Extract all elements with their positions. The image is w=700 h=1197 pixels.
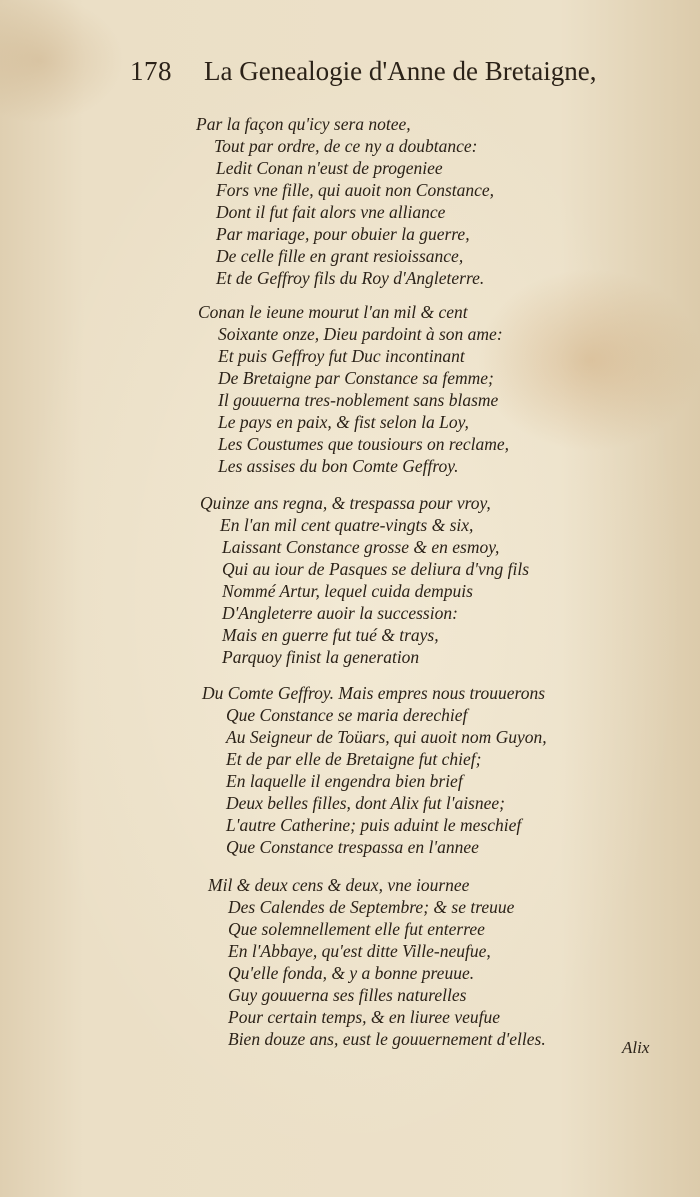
verse-line: Et de Geffroy fils du Roy d'Angleterre.: [216, 268, 485, 288]
verse-line: Deux belles filles, dont Alix fut l'aisnee;: [226, 793, 505, 813]
verse-line: En laquelle il engendra bien brief: [226, 771, 463, 791]
verse-line: Laissant Constance grosse & en esmoy,: [222, 537, 500, 557]
verse-line: Le pays en paix, & fist selon la Loy,: [218, 412, 469, 432]
verse-line: L'autre Catherine; puis aduint le meschief: [226, 815, 522, 835]
verse-line: Qu'elle fonda, & y a bonne preuue.: [228, 963, 475, 983]
verse-line: Tout par ordre, de ce ny a doubtance:: [214, 136, 478, 156]
verse-line: Mil & deux cens & deux, vne iournee: [208, 875, 470, 895]
verse-line: Les assises du bon Comte Geffroy.: [218, 456, 459, 476]
verse-line: De celle fille en grant resioissance,: [216, 246, 464, 266]
page-number: 178: [130, 56, 172, 86]
verse-line: Au Seigneur de Toüars, qui auoit nom Guyon,: [226, 727, 547, 747]
verse-line: Par la façon qu'icy sera notee,: [196, 114, 411, 134]
verse-line: Bien douze ans, eust le gouuernement d'elles.: [228, 1029, 546, 1049]
verse-line: En l'Abbaye, qu'est ditte Ville-neufue,: [228, 941, 491, 961]
verse-line: Pour certain temps, & en liuree veufue: [228, 1007, 500, 1027]
catchword: Alix: [622, 1038, 650, 1057]
verse-line: Que Constance trespassa en l'annee: [226, 837, 479, 857]
verse-line: Par mariage, pour obuier la guerre,: [216, 224, 470, 244]
verse-line: Parquoy finist la generation: [222, 647, 420, 667]
verse-line: Quinze ans regna, & trespassa pour vroy,: [200, 493, 491, 513]
verse-line: De Bretaigne par Constance sa femme;: [218, 368, 494, 388]
verse-line: Et de par elle de Bretaigne fut chief;: [226, 749, 482, 769]
verse-line: Qui au iour de Pasques se deliura d'vng fils: [222, 559, 530, 579]
verse-line: Il gouuerna tres-noblement sans blasme: [218, 390, 499, 410]
verse-line: D'Angleterre auoir la succession:: [222, 603, 458, 623]
verse-line: Et puis Geffroy fut Duc incontinant: [218, 346, 465, 366]
verse-line: Que solemnellement elle fut enterree: [228, 919, 485, 939]
verse-line: Mais en guerre fut tué & trays,: [222, 625, 439, 645]
running-title: La Genealogie d'Anne de Bretaigne,: [204, 56, 597, 86]
verse-line: Nommé Artur, lequel cuida dempuis: [222, 581, 473, 601]
verse-line: Conan le ieune mourut l'an mil & cent: [198, 302, 468, 322]
verse-line: Guy gouuerna ses filles naturelles: [228, 985, 467, 1005]
verse-line: Du Comte Geffroy. Mais empres nous trouuerons: [202, 683, 546, 703]
verse-line: Que Constance se maria derechief: [226, 705, 468, 725]
verse-line: En l'an mil cent quatre-vingts & six,: [220, 515, 474, 535]
verse-line: Fors vne fille, qui auoit non Constance,: [216, 180, 495, 200]
verse-line: Soixante onze, Dieu pardoint à son ame:: [218, 324, 503, 344]
page-header: [130, 56, 650, 96]
verse-line: Des Calendes de Septembre; & se treuue: [228, 897, 515, 917]
verse-line: Les Coustumes que tousiours on reclame,: [218, 434, 510, 454]
verse-line: Dont il fut fait alors vne alliance: [216, 202, 446, 222]
verse-line: Ledit Conan n'eust de progeniee: [216, 158, 443, 178]
